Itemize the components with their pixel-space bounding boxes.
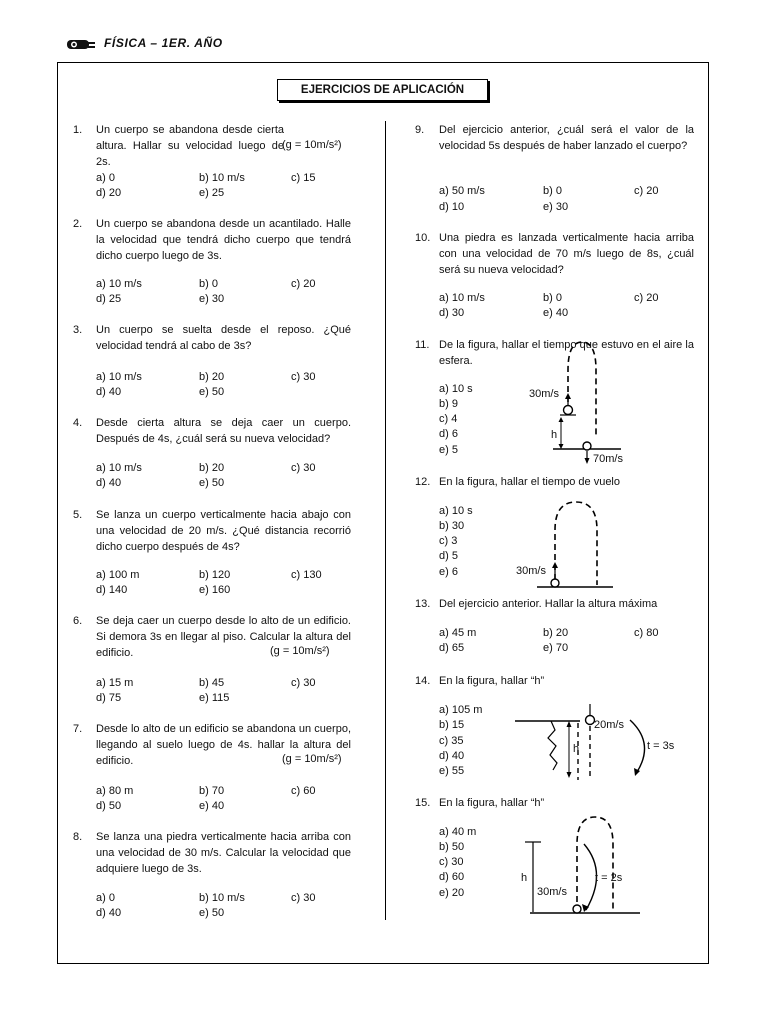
option-e: e) 5 — [439, 444, 458, 456]
ball-icon — [551, 579, 559, 587]
height-label: h — [551, 429, 558, 441]
arrow-head-icon — [552, 562, 558, 568]
trajectory-path — [555, 502, 597, 585]
cliff-face-path — [548, 721, 557, 770]
option-d: d) 75 — [96, 692, 122, 704]
question-12 — [415, 474, 695, 492]
option-a: a) 45 m — [439, 627, 477, 639]
option-d: d) 5 — [439, 550, 458, 562]
question-14 — [415, 673, 695, 691]
logo-icon — [66, 36, 96, 50]
ball-icon — [564, 406, 573, 415]
question-text: Desde lo alto de un edificio se abandona un cuerpo, llegando al suelo luego de 4s. hallar la altura del edificio. — [96, 723, 351, 767]
option-c: c) 30 — [439, 856, 464, 868]
question-text: En la figura, hallar el tiempo de vuelo — [439, 476, 620, 488]
height-label: h — [573, 743, 580, 755]
ball-icon — [583, 442, 591, 450]
option-a: a) 100 m — [96, 569, 140, 581]
option-e: e) 115 — [199, 692, 230, 704]
question-text: Un cuerpo se abandona desde cierta altura. Hallar su velocidad luego de 2s. — [96, 124, 284, 168]
question-13 — [415, 596, 695, 614]
question-text: Del ejercicio anterior, ¿cuál será el valor de la velocidad 5s después de haber lanzado el cuerpo? — [439, 124, 694, 152]
option-e: e) 50 — [199, 477, 225, 489]
figure-11 — [545, 340, 625, 465]
option-d: d) 50 — [96, 800, 122, 812]
option-e: e) 40 — [199, 800, 225, 812]
option-e: e) 25 — [199, 187, 225, 199]
option-c: c) 30 — [291, 462, 316, 474]
option-b: b) 45 — [199, 677, 225, 689]
option-b: b) 10 m/s — [199, 892, 245, 904]
option-c: c) 35 — [439, 735, 464, 747]
question-text: De la figura, hallar el tiempo que estuvo en el aire la esfera. — [439, 339, 694, 367]
page-title: EJERCICIOS DE APLICACIÓN — [277, 79, 488, 101]
option-e: e) 55 — [439, 765, 465, 777]
question-number: 6. — [73, 615, 83, 627]
velocity-label: 30m/s — [537, 886, 567, 898]
option-d: d) 40 — [96, 386, 122, 398]
option-d: d) 10 — [439, 201, 465, 213]
question-3 — [73, 322, 351, 356]
option-d: d) 65 — [439, 642, 465, 654]
option-c: c) 30 — [291, 371, 316, 383]
option-b: b) 20 — [199, 462, 225, 474]
ball-icon — [573, 905, 581, 913]
page-header — [66, 34, 223, 52]
option-c: c) 30 — [291, 677, 316, 689]
question-9 — [415, 122, 695, 172]
question-text: Una piedra es lanzada verticalmente hacia arriba con una velocidad de 70 m/s luego de 8s, ¿cuál será su nueva velocidad? — [439, 232, 694, 276]
arrow-head-icon — [567, 772, 572, 778]
time-label: t = 2s — [595, 872, 623, 884]
option-e: e) 40 — [543, 307, 569, 319]
arrow-head-icon — [585, 458, 590, 464]
option-b: b) 20 — [543, 627, 569, 639]
question-15 — [415, 795, 695, 813]
question-number: 5. — [73, 509, 83, 521]
gravity-note: (g = 10m/s²) — [270, 645, 330, 657]
velocity-label: 30m/s — [529, 388, 559, 400]
option-a: a) 10 m/s — [439, 292, 485, 304]
question-number: 1. — [73, 124, 83, 136]
velocity-label: 30m/s — [516, 565, 546, 577]
arrow-head-icon — [565, 393, 571, 399]
question-number: 7. — [73, 723, 83, 735]
velocity-label: 70m/s — [593, 453, 623, 465]
question-number: 9. — [415, 124, 425, 136]
height-label: h — [521, 872, 528, 884]
figure-14 — [510, 708, 660, 788]
option-e: e) 50 — [199, 386, 225, 398]
option-a: a) 0 — [96, 892, 115, 904]
option-a: a) 80 m — [96, 785, 134, 797]
option-c: c) 80 — [634, 627, 659, 639]
option-d: d) 40 — [96, 477, 122, 489]
question-number: 13. — [415, 598, 431, 610]
option-e: e) 6 — [439, 566, 458, 578]
question-number: 12. — [415, 476, 431, 488]
option-a: a) 10 s — [439, 505, 473, 517]
option-d: d) 60 — [439, 871, 465, 883]
question-number: 4. — [73, 417, 83, 429]
option-c: c) 3 — [439, 535, 458, 547]
option-d: d) 40 — [439, 750, 465, 762]
question-text: Del ejercicio anterior. Hallar la altura máxima — [439, 598, 658, 610]
option-e: e) 50 — [199, 907, 225, 919]
option-b: b) 15 — [439, 719, 465, 731]
question-number: 2. — [73, 218, 83, 230]
figure-12 — [545, 495, 625, 595]
question-number: 11. — [415, 339, 430, 351]
option-a: a) 0 — [96, 172, 115, 184]
option-c: c) 30 — [291, 892, 316, 904]
option-b: b) 0 — [199, 278, 218, 290]
option-b: b) 9 — [439, 398, 458, 410]
figure-15 — [520, 812, 650, 917]
question-text: En la figura, hallar “h” — [439, 675, 545, 687]
option-c: c) 20 — [291, 278, 316, 290]
option-a: a) 10 m/s — [96, 371, 142, 383]
option-c: c) 20 — [634, 185, 659, 197]
option-b: b) 20 — [199, 371, 225, 383]
option-b: b) 0 — [543, 292, 562, 304]
trajectory-path — [568, 342, 596, 438]
question-text: Se lanza un cuerpo verticalmente hacia abajo con una velocidad de 20 m/s. ¿Qué distancia recorrió dicho cuerpo después de 4s? — [96, 509, 351, 553]
option-a: a) 15 m — [96, 677, 134, 689]
question-text: En la figura, hallar “h” — [439, 797, 545, 809]
option-e: e) 20 — [439, 887, 465, 899]
option-e: e) 70 — [543, 642, 569, 654]
option-e: e) 30 — [543, 201, 569, 213]
option-a: a) 40 m — [439, 826, 477, 838]
header-title: FÍSICA – 1ER. AÑO — [104, 36, 223, 50]
question-text: Se lanza una piedra verticalmente hacia arriba con una velocidad de 30 m/s. Calcular la velocidad que adquiere luego de 3s. — [96, 831, 351, 875]
question-5 — [73, 507, 351, 557]
question-number: 3. — [73, 324, 83, 336]
option-a: a) 105 m — [439, 704, 483, 716]
option-b: b) 70 — [199, 785, 225, 797]
option-b: b) 0 — [543, 185, 562, 197]
option-d: d) 40 — [96, 907, 122, 919]
option-c: c) 20 — [634, 292, 659, 304]
option-d: d) 6 — [439, 428, 458, 440]
question-number: 10. — [415, 232, 431, 244]
question-4 — [73, 415, 351, 449]
option-b: b) 10 m/s — [199, 172, 245, 184]
option-d: d) 20 — [96, 187, 122, 199]
option-a: a) 50 m/s — [439, 185, 485, 197]
question-number: 15. — [415, 797, 431, 809]
arrow-head-icon — [559, 444, 564, 449]
time-label: t = 3s — [647, 740, 675, 752]
question-10 — [415, 230, 695, 280]
question-text: Se deja caer un cuerpo desde lo alto de un edificio. Si demora 3s en llegar al piso. Calcular la altura del edificio. — [96, 615, 351, 659]
question-text: Un cuerpo se abandona desde un acantilado. Halle la velocidad que tendrá dicho cuerpo que tendrá dicho cuerpo luego de 3s. — [96, 218, 351, 262]
question-text: Desde cierta altura se deja caer un cuerpo. Después de 4s, ¿cuál será su nueva velocidad? — [96, 417, 351, 445]
gravity-note: (g = 10m/s²) — [282, 139, 342, 151]
arrow-head-icon — [567, 721, 572, 727]
option-c: c) 15 — [291, 172, 316, 184]
column-divider — [385, 121, 386, 920]
time-arc — [630, 720, 645, 772]
option-e: e) 30 — [199, 293, 225, 305]
option-c: c) 60 — [291, 785, 316, 797]
velocity-label: 20m/s — [594, 719, 624, 731]
option-e: e) 160 — [199, 584, 231, 596]
question-8 — [73, 829, 351, 879]
option-a: a) 10 s — [439, 383, 473, 395]
option-b: b) 50 — [439, 841, 465, 853]
option-b: b) 30 — [439, 520, 465, 532]
gravity-note: (g = 10m/s²) — [282, 753, 342, 765]
question-number: 14. — [415, 675, 431, 687]
option-d: d) 25 — [96, 293, 122, 305]
option-b: b) 120 — [199, 569, 231, 581]
option-c: c) 130 — [291, 569, 322, 581]
question-number: 8. — [73, 831, 83, 843]
option-a: a) 10 m/s — [96, 278, 142, 290]
option-d: d) 140 — [96, 584, 128, 596]
question-text: Un cuerpo se suelta desde el reposo. ¿Qué velocidad tendrá al cabo de 3s? — [96, 324, 351, 352]
arrow-head-icon — [559, 417, 564, 422]
option-d: d) 30 — [439, 307, 465, 319]
option-a: a) 10 m/s — [96, 462, 142, 474]
option-c: c) 4 — [439, 413, 458, 425]
question-2 — [73, 216, 351, 266]
